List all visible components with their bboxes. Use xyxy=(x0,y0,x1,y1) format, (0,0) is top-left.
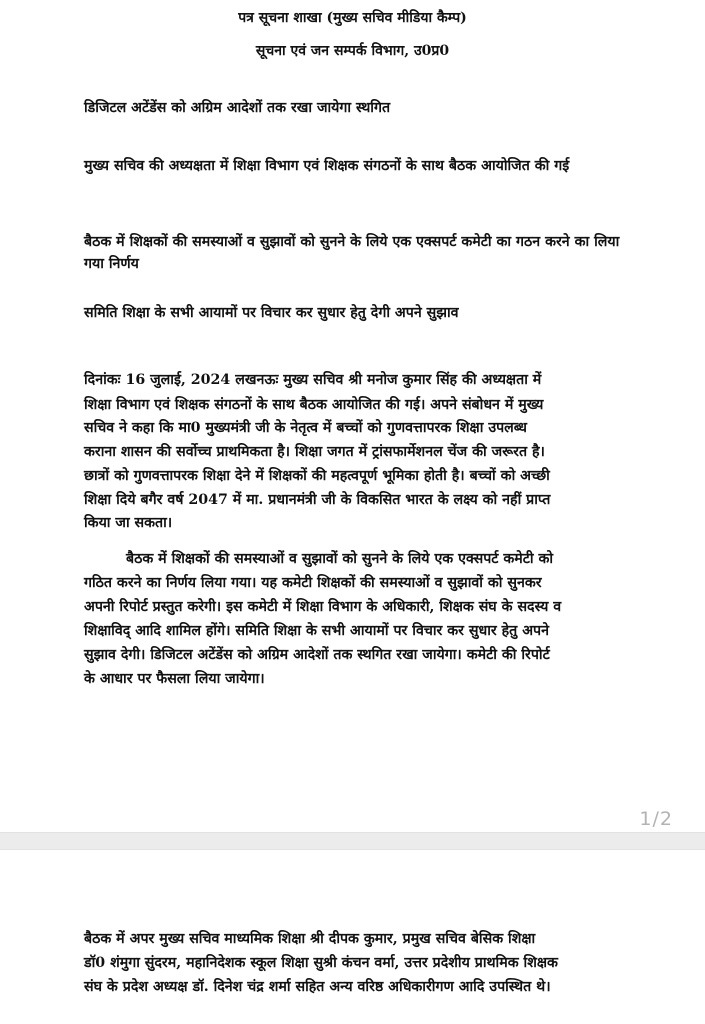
paragraph-3-line: संघ के प्रदेश अध्यक्ष डॉ. दिनेश चंद्र शर्मा सहित अन्य वरिष्ठ अधिकारीगण आदि उपस्थित थे। xyxy=(84,979,551,995)
paragraph-1-line: छात्रों को गुणवत्तापरक शिक्षा देने में शिक्षकों की महत्वपूर्ण भूमिका होती है। बच्चों को अच्छी xyxy=(84,468,550,484)
headline-digital-attendance: डिजिटल अटेंडेंस को अग्रिम आदेशों तक रखा जायेगा स्थगित xyxy=(84,100,391,116)
headline-committee-suggestions: समिति शिक्षा के सभी आयामों पर विचार कर सुधार हेतु देगी अपने सुझाव xyxy=(84,305,459,321)
paragraph-2-line: बैठक में शिक्षकों की समस्याओं व सुझावों को सुनने के लिये एक एक्सपर्ट कमेटी को xyxy=(126,551,554,567)
page-indicator: 1/2 xyxy=(639,808,673,830)
paragraph-1-line: शिक्षा विभाग एवं शिक्षक संगठनों के साथ बैठक आयोजित की गई। अपने संबोधन में मुख्य xyxy=(84,397,544,413)
paragraph-1-line: सचिव ने कहा कि मा0 मुख्यमंत्री जी के नेतृत्व में बच्चों को गुणवत्तापरक शिक्षा उपलब्ध xyxy=(84,420,527,436)
paragraph-2-line: अपनी रिपोर्ट प्रस्तुत करेगी। इस कमेटी में शिक्षा विभाग के अधिकारी, शिक्षक संघ के सदस्य व xyxy=(84,599,562,615)
paragraph-1-line: शिक्षा दिये बगैर वर्ष 2047 में मा. प्रधानमंत्री जी के विकसित भारत के लक्ष्य को नहीं प्राप्त xyxy=(84,492,551,508)
document-page-2 xyxy=(0,850,705,1024)
headline-expert-committee: बैठक में शिक्षकों की समस्याओं व सुझावों को सुनने के लिये एक एक्सपर्ट कमेटी का गठन करने का लिया गया निर्णय xyxy=(84,234,620,272)
paragraph-2-line: सुझाव देगी। डिजिटल अटेंडेंस को अग्रिम आदेशों तक स्थगित रखा जायेगा। कमेटी की रिपोर्ट xyxy=(84,647,550,663)
paragraph-2-line: गठित करने का निर्णय लिया गया। यह कमेटी शिक्षकों की समस्याओं व सुझावों को सुनकर xyxy=(84,575,542,591)
page-divider xyxy=(0,832,705,850)
paragraph-1-line: दिनांकः 16 जुलाई, 2024 लखनऊः मुख्य सचिव श्री मनोज कुमार सिंह की अध्यक्षता में xyxy=(84,372,542,388)
paragraph-1-line: किया जा सकता। xyxy=(84,515,173,531)
header-department-name: सूचना एवं जन सम्पर्क विभाग, उ0प्र0 xyxy=(255,43,450,59)
paragraph-3-line: डॉ0 शंमुगा सुंदरम, महानिदेशक स्कूल शिक्षा सुश्री कंचन वर्मा, उत्तर प्रदेशीय प्राथमिक शिक्षक xyxy=(84,955,558,971)
headline-meeting: मुख्य सचिव की अध्यक्षता में शिक्षा विभाग एवं शिक्षक संगठनों के साथ बैठक आयोजित की गई xyxy=(84,158,570,174)
paragraph-3-line: बैठक में अपर मुख्य सचिव माध्यमिक शिक्षा श्री दीपक कुमार, प्रमुख सचिव बेसिक शिक्षा xyxy=(84,931,536,947)
paragraph-2-line: शिक्षाविद् आदि शामिल होंगे। समिति शिक्षा के सभी आयामों पर विचार कर सुधार हेतु अपने xyxy=(84,623,549,639)
header-office-name: पत्र सूचना शाखा (मुख्य सचिव मीडिया कैम्प) xyxy=(238,10,467,26)
paragraph-2-line: के आधार पर फैसला लिया जायेगा। xyxy=(84,671,265,687)
paragraph-1-line: कराना शासन की सर्वोच्च प्राथमिकता है। शिक्षा जगत में ट्रांसफार्मेशनल चेंज की जरूरत है। xyxy=(84,444,545,460)
